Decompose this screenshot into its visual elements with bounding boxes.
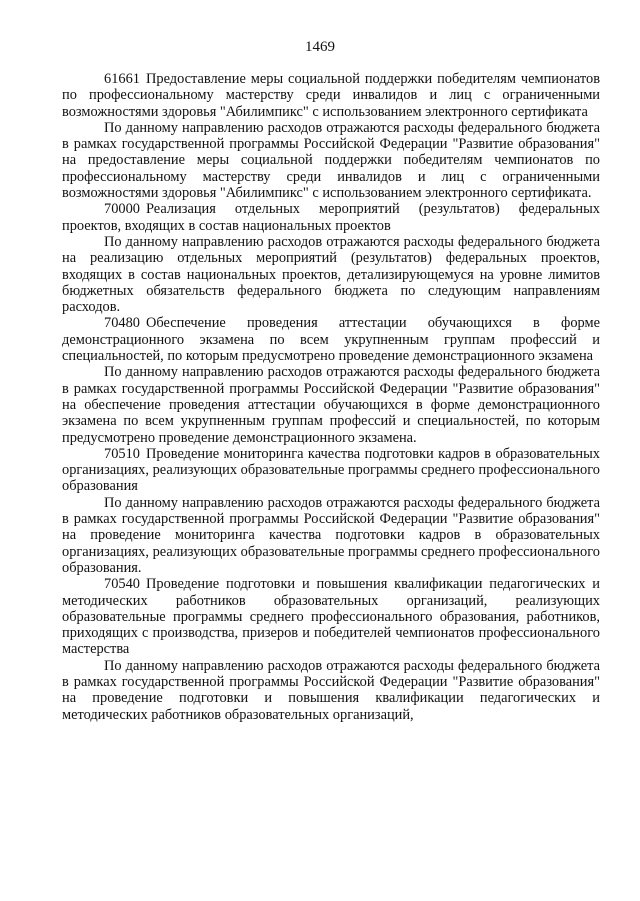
paragraph-70540-description <box>62 658 600 723</box>
paragraph-text: По данному направлению расходов отражаются расходы федерального бюджета в рамках государственной программы Российской Федерации "Развитие образования" на проведение подготовки и повышения квалификации педагогических и методических работников образовательных организаций, <box>62 657 600 723</box>
expense-code: 70000 <box>104 201 140 218</box>
expense-code: 61661 <box>104 71 140 87</box>
paragraph-70480-description <box>62 364 600 445</box>
paragraph-text: По данному направлению расходов отражаются расходы федерального бюджета в рамках государственной программы Российской Федерации "Развитие образования" на обеспечение проведения аттестации обучающихся в форме демонстрационного экзамена по всем укрупненным группам профессий и специальностей, по которым предусмотрено проведение демонстрационного экзамена. <box>62 364 600 446</box>
document-body <box>62 71 600 723</box>
paragraph-70510-description <box>62 495 600 576</box>
expense-code: 70480 <box>104 315 140 332</box>
paragraph-70000-description <box>62 234 600 315</box>
paragraph-text: По данному направлению расходов отражаются расходы федерального бюджета в рамках государственной программы Российской Федерации "Развитие образования" на проведение мониторинга качества подготовки кадров в образовательных организациях, реализующих образовательные программы среднего профессионального образования. <box>62 494 600 576</box>
paragraph-text: По данному направлению расходов отражаются расходы федерального бюджета на реализацию отдельных мероприятий (результатов) федеральных проектов, входящих в состав национальных проектов, детализирующемуся на уровне лимитов бюджетных обязательств федерального бюджета по следующим направлениям расходов. <box>62 233 600 316</box>
paragraph-text: По данному направлению расходов отражаются расходы федерального бюджета в рамках государственной программы Российской Федерации "Развитие образования" на предоставление меры социальной поддержки победителям чемпионатов по профессиональному мастерству среди инвалидов и лиц с ограниченными возможностями здоровья "Абилимпикс" с использованием электронного сертификата. <box>62 119 600 202</box>
expense-code: 70510 <box>104 445 140 462</box>
paragraph-61661-description <box>62 120 600 201</box>
page-number: 1469 <box>305 39 335 55</box>
paragraph-61661-heading <box>62 71 600 120</box>
paragraph-70480-heading <box>62 315 600 364</box>
expense-code: 70540 <box>104 576 140 593</box>
paragraph-70000-heading <box>62 201 600 234</box>
paragraph-text: Проведение мониторинга качества подготовки кадров в образовательных организациях, реализующих образовательные программы среднего профессионального образования <box>62 445 600 495</box>
paragraph-70510-heading <box>62 446 600 495</box>
paragraph-70540-heading <box>62 576 600 657</box>
paragraph-text: Обеспечение проведения аттестации обучающихся в форме демонстрационного экзамена по всем укрупненным группам профессий и специальностей, по которым предусмотрено проведение демонстрационного экзамена <box>62 315 600 365</box>
paragraph-text: Реализация отдельных мероприятий (результатов) федеральных проектов, входящих в состав национальных проектов <box>62 201 600 234</box>
paragraph-text: Предоставление меры социальной поддержки победителям чемпионатов по профессиональному мастерству среди инвалидов и лиц с ограниченными возможностями здоровья "Абилимпикс" с использованием электронного сертификата <box>62 71 600 120</box>
paragraph-text: Проведение подготовки и повышения квалификации педагогических и методических работников образовательных организаций, реализующих образовательные программы среднего профессионального образования, работников, приходящих с производства, призеров и победителей чемпионатов профессионального мастерства <box>62 576 600 658</box>
